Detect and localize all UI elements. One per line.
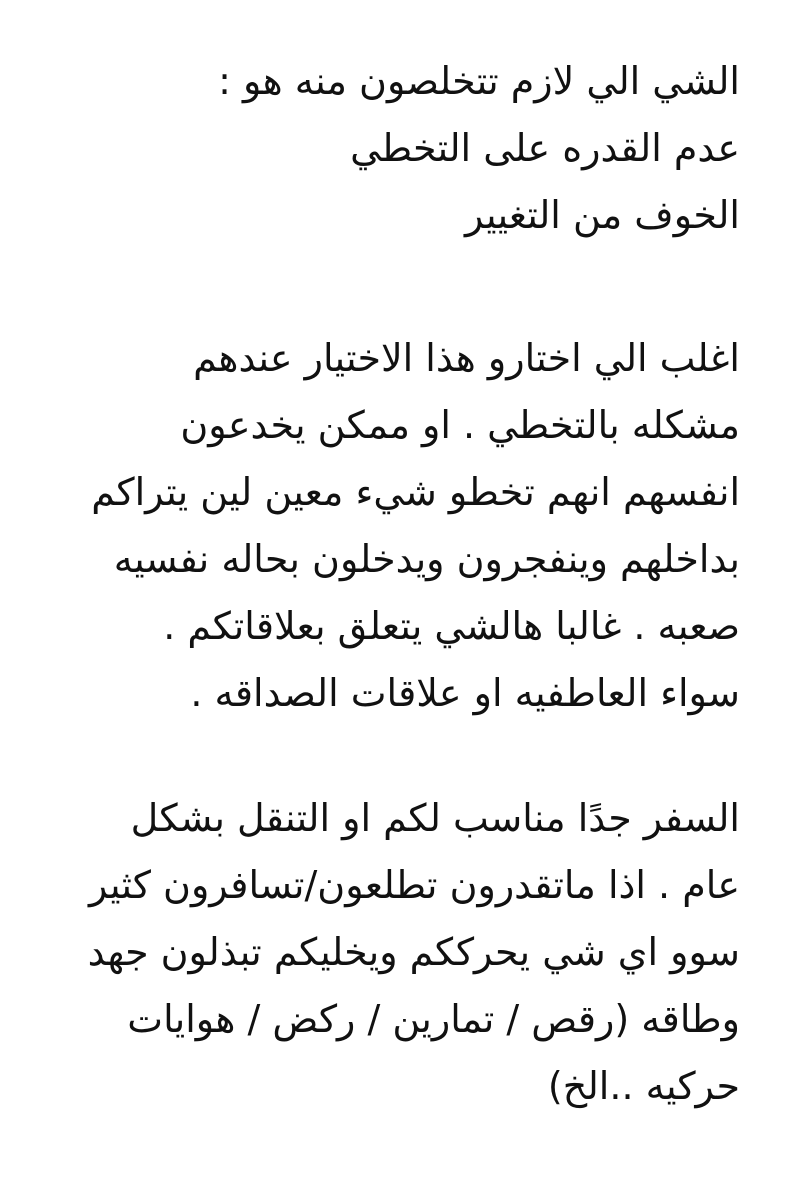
text-line: السفر جدًا مناسب لكم او التنقل بشكل	[130, 796, 740, 840]
paragraph-advice	[40, 785, 740, 1120]
text-line: مشكله بالتخطي . او ممكن يخدعون	[180, 403, 740, 447]
text-line: صعبه . غالبا هالشي يتعلق بعلاقاتكم .	[163, 604, 740, 648]
paragraph-explanation	[40, 325, 740, 727]
text-line: بداخلهم وينفجرون ويدخلون بحاله نفسيه	[113, 537, 740, 581]
text-line: الخوف من التغيير	[465, 193, 740, 237]
text-line: اغلب الي اختارو هذا الاختيار عندهم	[193, 336, 740, 380]
text-line: حركيه ..الخ)	[547, 1064, 740, 1108]
text-line: عدم القدره على التخطي	[350, 126, 740, 170]
paragraph-things-to-overcome	[40, 48, 740, 249]
text-line: سواء العاطفيه او علاقات الصداقه .	[190, 671, 740, 715]
text-line: وطاقه (رقص / تمارين / ركض / هوايات	[127, 997, 740, 1041]
text-line: عام . اذا ماتقدرون تطلعون/تسافرون كثير	[88, 863, 740, 907]
text-line: الشي الي لازم تتخلصون منه هو :	[218, 59, 740, 103]
text-line: انفسهم انهم تخطو شيء معين لين يتراكم	[91, 470, 740, 514]
text-line: سوو اي شي يحرككم ويخليكم تبذلون جهد	[87, 930, 740, 974]
